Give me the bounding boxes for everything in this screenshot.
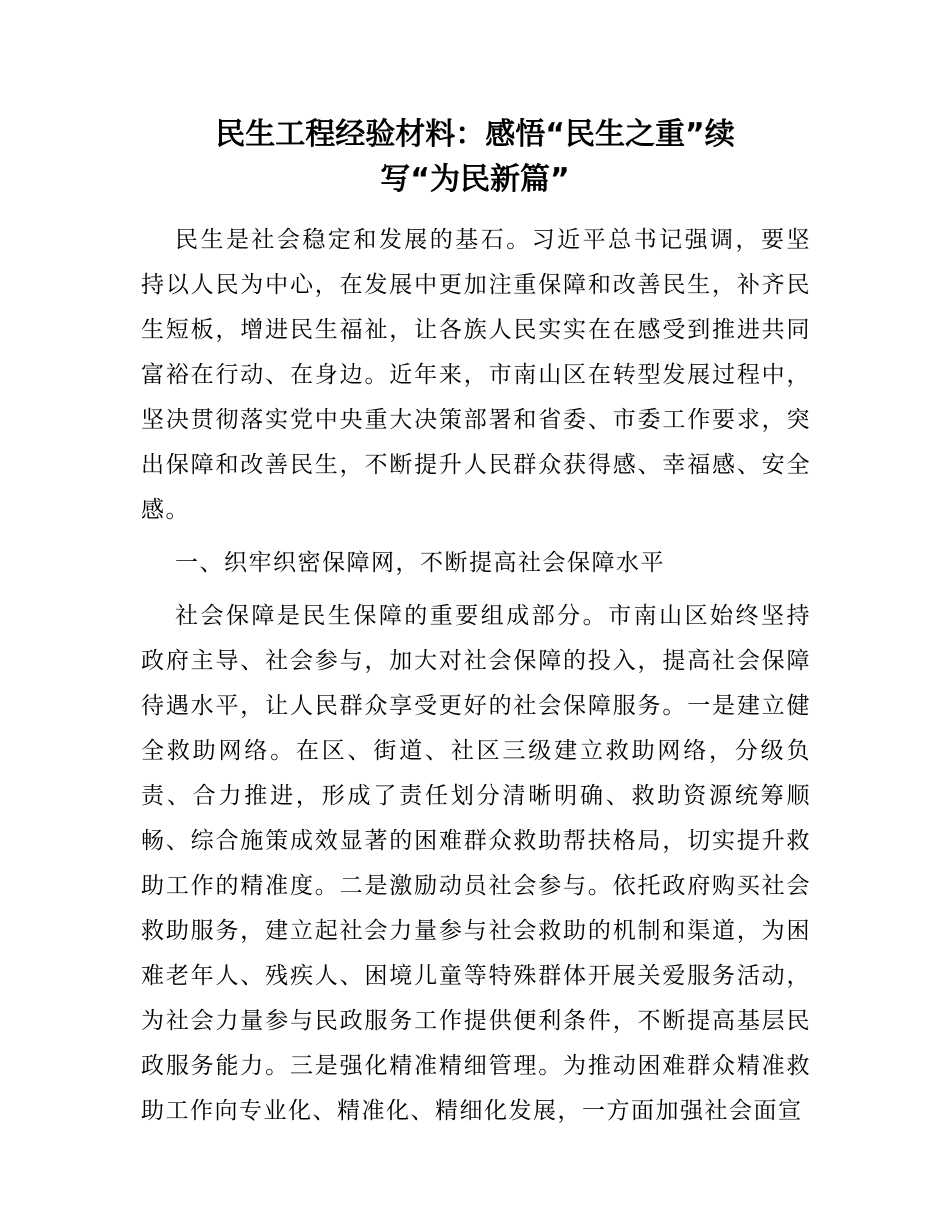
document-body	[141, 218, 811, 1134]
document-title	[120, 112, 830, 202]
intro-paragraph: 民生是社会稳定和发展的基石。习近平总书记强调，要坚持以人民为中心，在发展中更加注重保障和改善民生，补齐民生短板，增进民生福祉，让各族人民实实在在感受到推进共同富裕在行动、在身边。近年来，市南山区在转型发展过程中，坚决贯彻落实党中央重大决策部署和省委、市委工作要求，突出保障和改善民生，不断提升人民群众获得感、幸福感、安全感。	[141, 227, 811, 523]
section-heading-1: 一、织牢织密保障网，不断提高社会保障水平	[175, 550, 665, 576]
title-line-1: 民生工程经验材料：感悟“民生之重”续	[215, 117, 735, 152]
title-line-2: 写“为民新篇”	[380, 162, 570, 197]
section-1-paragraph: 社会保障是民生保障的重要组成部分。市南山区始终坚持政府主导、社会参与，加大对社会保障的投入，提高社会保障待遇水平，让人民群众享受更好的社会保障服务。一是建立健全救助网络。在区、街道、社区三级建立救助网络，分级负责、合力推进，形成了责任划分清晰明确、救助资源统筹顺畅、综合施策成效显著的困难群众救助帮扶格局，切实提升救助工作的精准度。二是激励动员社会参与。依托政府购买社会救助服务，建立起社会力量参与社会救助的机制和渠道，为困难老年人、残疾人、困境儿童等特殊群体开展关爱服务活动，为社会力量参与民政服务工作提供便利条件，不断提高基层民政服务能力。三是强化精准精细管理。为推动困难群众精准救助工作向专业化、精准化、精细化发展，一方面加强社会面宣	[141, 603, 811, 1124]
